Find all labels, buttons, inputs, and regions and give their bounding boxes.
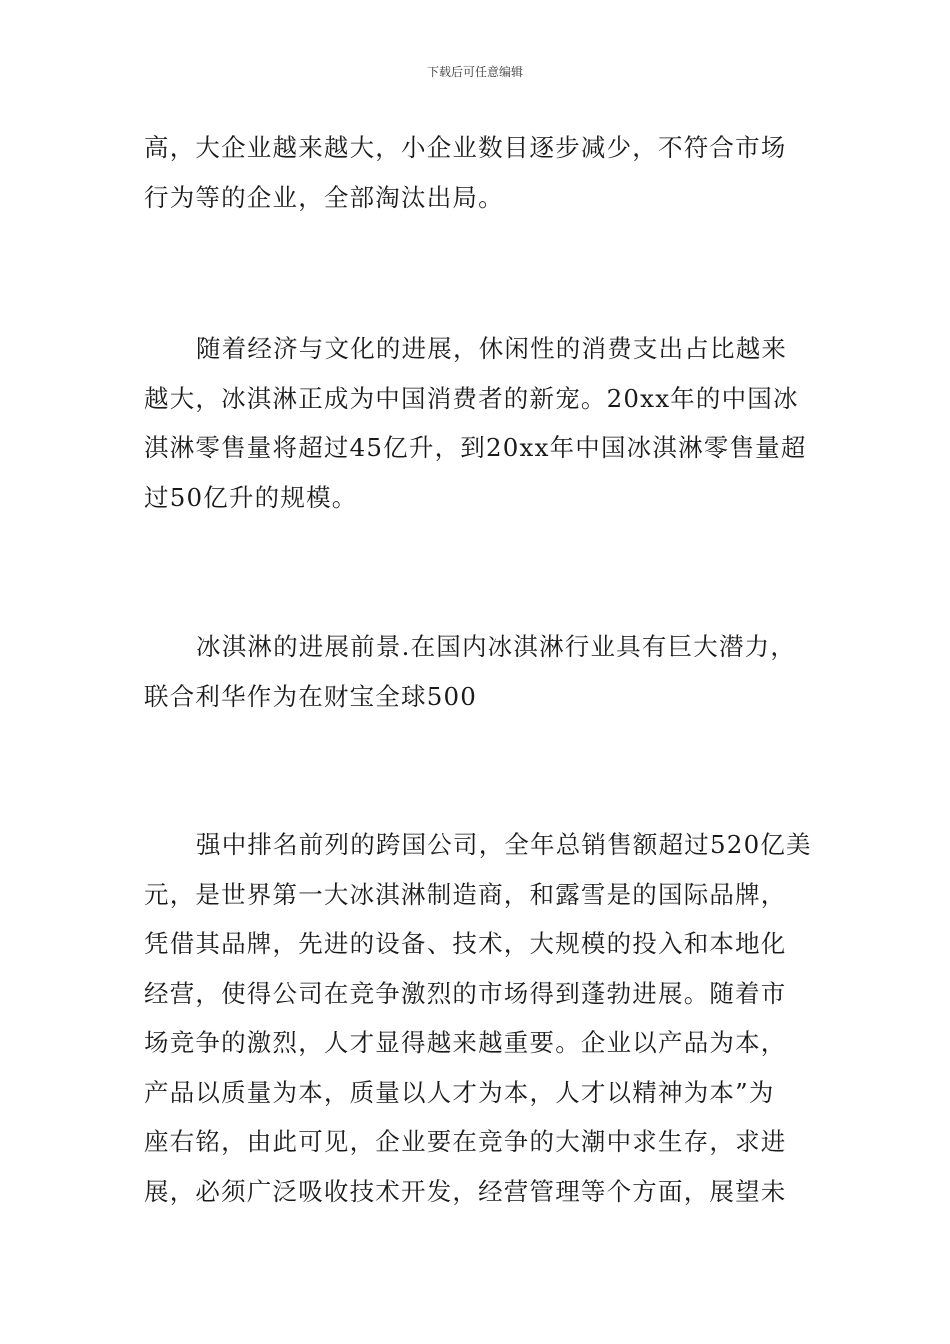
text-line: 随着经济与文化的进展，休闲性的消费支出占比越来 xyxy=(196,334,788,363)
paragraph-3 xyxy=(144,622,808,721)
text-line: 联合利华作为在财宝全球500 xyxy=(144,681,478,711)
text-line: 座右铭，由此可见，企业要在竞争的大潮中求生存，求进 xyxy=(144,1127,787,1156)
text-line: 强中排名前列的跨国公司，全年总销售额超过520亿美 xyxy=(196,830,812,859)
paragraph-1 xyxy=(144,123,808,222)
page-header: 下载后可任意编辑 xyxy=(426,65,523,79)
text-line: 过50亿升的规模。 xyxy=(144,482,358,512)
text-line: 展，必须广泛吸收技术开发，经营管理等个方面，展望未 xyxy=(144,1176,787,1206)
text-line: 经营，使得公司在竞争激烈的市场得到蓬勃进展。随着市 xyxy=(144,978,787,1008)
paragraph-4 xyxy=(144,820,812,1216)
text-line: 越大，冰淇淋正成为中国消费者的新宠。20xx年的中国冰 xyxy=(144,383,799,413)
paragraph-2 xyxy=(144,324,808,522)
text-line: 产品以质量为本，质量以人才为本，人才以精神为本”为 xyxy=(144,1077,775,1107)
text-line: 场竞争的激烈，人才显得越来越重要。企业以产品为本， xyxy=(144,1028,787,1057)
text-line: 高，大企业越来越大，小企业数目逐步减少，不符合市场 xyxy=(144,133,787,162)
text-line: 元，是世界第一大冰淇淋制造商，和露雪是的国际品牌， xyxy=(144,879,787,909)
text-line: 凭借其品牌，先进的设备、技术，大规模的投入和本地化 xyxy=(144,929,787,958)
text-line: 冰淇淋的进展前景.在国内冰淇淋行业具有巨大潜力， xyxy=(196,632,797,661)
text-line: 行为等的企业，全部淘汰出局。 xyxy=(144,182,504,212)
text-line: 淇淋零售量将超过45亿升，到20xx年中国冰淇淋零售量超 xyxy=(144,433,807,462)
